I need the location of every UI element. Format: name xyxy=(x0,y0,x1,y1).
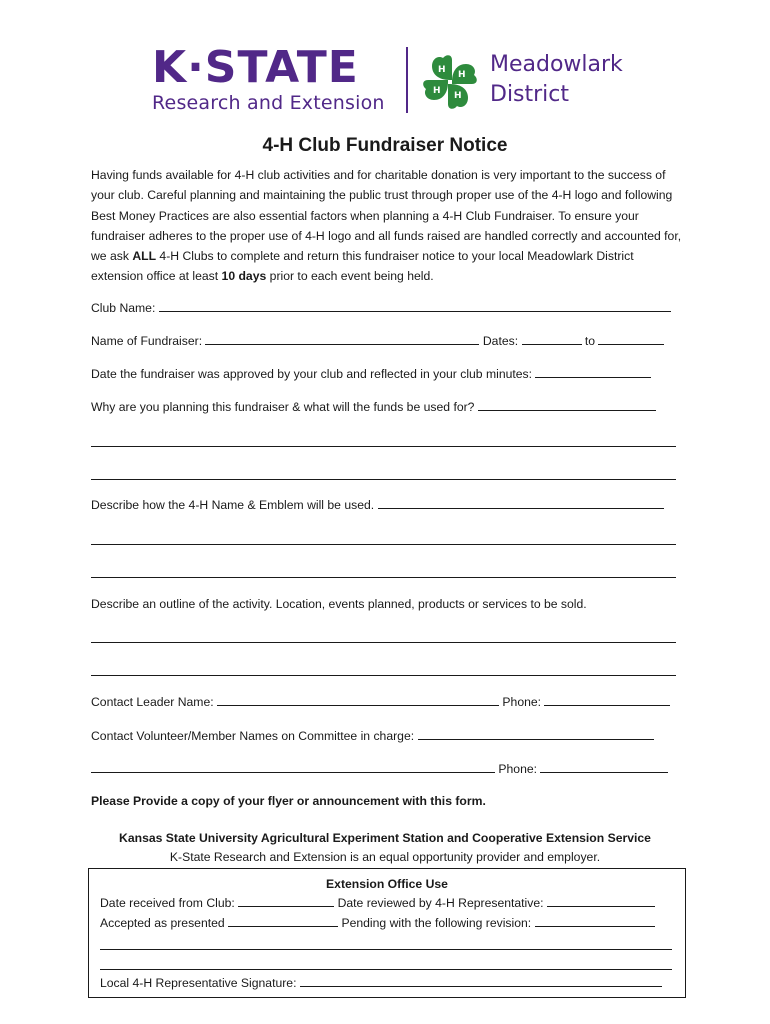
why-row xyxy=(91,399,681,415)
outline-answer-line-2[interactable] xyxy=(91,675,676,676)
svg-text:H: H xyxy=(454,91,462,101)
svg-text:H: H xyxy=(438,65,446,75)
club-name-label: Club Name: xyxy=(91,301,156,315)
intro-bold-all: ALL xyxy=(132,249,157,264)
revision-line-2[interactable] xyxy=(100,969,672,970)
accepted-label: Accepted as presented xyxy=(100,916,225,930)
outline-answer-line-1[interactable] xyxy=(91,642,676,643)
footer-institution: Kansas State University Agricultural Experiment Station and Cooperative Extension Service xyxy=(119,831,651,845)
phone2-field[interactable] xyxy=(540,761,668,773)
svg-text:H: H xyxy=(433,86,441,96)
contact-leader-label: Contact Leader Name: xyxy=(91,695,214,709)
intro-paragraph xyxy=(91,165,683,287)
emblem-label: Describe how the 4-H Name & Emblem will be used. xyxy=(91,498,375,512)
signature-label: Local 4-H Representative Signature: xyxy=(100,976,297,990)
signature-field[interactable] xyxy=(300,975,662,987)
committee-label: Contact Volunteer/Member Names on Committee in charge: xyxy=(91,729,415,743)
intro-text-1: Having funds available for 4-H club activities and for charitable donation is very important to the success of your club. Careful planning and maintaining the public trust through proper use of the 4-H logo and following Best Money Practices are also essential factors when planning a 4-H Club Fundraiser. To ensure your fundraiser adheres to the proper use of 4-H logo and all funds raised are handled correctly and accounted for, we ask xyxy=(91,168,682,264)
intro-bold-days: 10 days xyxy=(221,269,267,284)
fundraiser-name-label: Name of Fundraiser: xyxy=(91,334,203,348)
kstate-logo-subtitle: Research and Extension xyxy=(152,92,385,114)
office-signature-row xyxy=(100,975,674,991)
reviewed-field[interactable] xyxy=(547,895,655,907)
contact-leader-field[interactable] xyxy=(217,694,499,706)
club-name-row xyxy=(91,300,681,316)
outline-row xyxy=(91,596,681,612)
office-accepted-row xyxy=(100,915,674,931)
why-field[interactable] xyxy=(478,399,656,411)
intro-text-2: 4-H Clubs to complete and return this fundraiser notice to your local Meadowlark District extension office at least xyxy=(91,249,634,284)
4h-clover-icon xyxy=(418,50,482,114)
pending-field[interactable] xyxy=(535,915,655,927)
phone-label: Phone: xyxy=(502,695,542,709)
approved-date-label: Date the fundraiser was approved by your club and reflected in your club minutes: xyxy=(91,367,533,381)
intro-text-3: prior to each event being held. xyxy=(266,269,434,284)
office-received-row xyxy=(100,895,674,911)
committee-row xyxy=(91,728,681,744)
emblem-field[interactable] xyxy=(378,497,664,509)
kstate-logo-text: K·STATE xyxy=(152,42,359,93)
district-name-line1: Meadowlark xyxy=(490,52,623,77)
contact-leader-row xyxy=(91,694,681,710)
district-name-line2: District xyxy=(490,82,570,107)
date-start-field[interactable] xyxy=(522,333,582,345)
why-answer-line-1[interactable] xyxy=(91,446,676,447)
emblem-row xyxy=(91,497,681,513)
pending-label: Pending with the following revision: xyxy=(341,916,532,930)
committee-second-row xyxy=(91,761,681,777)
revision-line-1[interactable] xyxy=(100,949,672,950)
fundraiser-name-field[interactable] xyxy=(205,333,479,345)
outline-label: Describe an outline of the activity. Location, events planned, products or services to be sold. xyxy=(91,597,587,611)
footer-equal-opportunity: K-State Research and Extension is an equal opportunity provider and employer. xyxy=(169,850,601,864)
header-logos xyxy=(150,44,630,120)
fundraiser-name-row xyxy=(91,333,681,349)
approved-date-row xyxy=(91,366,681,382)
svg-text:H: H xyxy=(458,70,466,80)
logo-divider xyxy=(406,47,408,113)
extension-office-box xyxy=(88,868,686,998)
date-end-field[interactable] xyxy=(598,333,664,345)
committee-names-field[interactable] xyxy=(91,761,495,773)
accepted-field[interactable] xyxy=(228,915,338,927)
emblem-answer-line-1[interactable] xyxy=(91,544,676,545)
why-answer-line-2[interactable] xyxy=(91,479,676,480)
emblem-answer-line-2[interactable] xyxy=(91,577,676,578)
club-name-field[interactable] xyxy=(159,300,671,312)
flyer-note: Please Provide a copy of your flyer or announcement with this form. xyxy=(91,794,486,808)
received-label: Date received from Club: xyxy=(100,896,235,910)
reviewed-label: Date reviewed by 4-H Representative: xyxy=(337,896,544,910)
dates-to-label: to xyxy=(584,334,596,348)
page-title: 4-H Club Fundraiser Notice xyxy=(262,135,508,156)
phone-field[interactable] xyxy=(544,694,670,706)
received-field[interactable] xyxy=(238,895,334,907)
dates-label: Dates: xyxy=(482,334,519,348)
approved-date-field[interactable] xyxy=(535,366,651,378)
office-use-title: Extension Office Use xyxy=(326,877,448,891)
why-label: Why are you planning this fundraiser & what will the funds be used for? xyxy=(91,400,475,414)
committee-field[interactable] xyxy=(418,728,654,740)
phone2-label: Phone: xyxy=(498,762,538,776)
